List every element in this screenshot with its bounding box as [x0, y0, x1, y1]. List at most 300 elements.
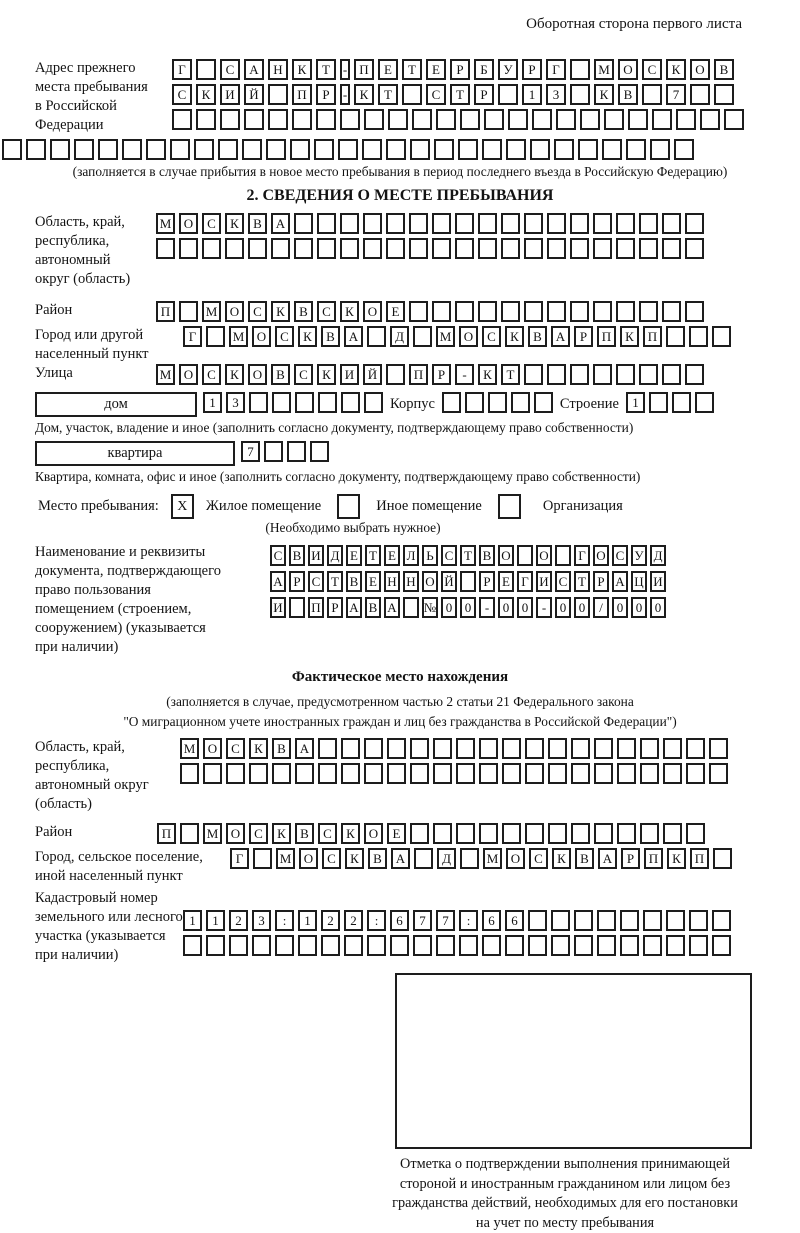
- char-cell[interactable]: [524, 301, 543, 322]
- char-cell[interactable]: С: [270, 545, 286, 566]
- char-cell[interactable]: [433, 763, 452, 784]
- char-cell[interactable]: [528, 910, 547, 931]
- char-cell[interactable]: [402, 84, 422, 105]
- char-cell[interactable]: Г: [183, 326, 202, 347]
- char-cell[interactable]: [570, 238, 589, 259]
- char-cell[interactable]: [662, 213, 681, 234]
- char-cell[interactable]: А: [244, 59, 264, 80]
- char-cell[interactable]: 1: [183, 910, 202, 931]
- char-cell[interactable]: [206, 326, 225, 347]
- char-cell[interactable]: М: [483, 848, 502, 869]
- char-cell[interactable]: [639, 364, 658, 385]
- char-cell[interactable]: О: [506, 848, 525, 869]
- char-cell[interactable]: Т: [402, 59, 422, 80]
- char-cell[interactable]: [432, 213, 451, 234]
- char-cell[interactable]: [570, 84, 590, 105]
- char-cell[interactable]: [626, 139, 646, 160]
- char-cell[interactable]: [321, 935, 340, 956]
- char-cell[interactable]: Н: [384, 571, 400, 592]
- char-cell[interactable]: М: [156, 364, 175, 385]
- char-cell[interactable]: [617, 738, 636, 759]
- char-cell[interactable]: [502, 738, 521, 759]
- char-cell[interactable]: [341, 738, 360, 759]
- char-cell[interactable]: Н: [268, 59, 288, 80]
- char-cell[interactable]: [649, 392, 668, 413]
- char-cell[interactable]: И: [220, 84, 240, 105]
- char-cell[interactable]: [594, 763, 613, 784]
- char-cell[interactable]: [532, 109, 552, 130]
- char-cell[interactable]: С: [308, 571, 324, 592]
- char-cell[interactable]: 0: [441, 597, 457, 618]
- char-cell[interactable]: А: [551, 326, 570, 347]
- char-cell[interactable]: [517, 545, 533, 566]
- char-cell[interactable]: [344, 935, 363, 956]
- char-cell[interactable]: С: [202, 213, 221, 234]
- char-cell[interactable]: [524, 213, 543, 234]
- char-cell[interactable]: О: [422, 571, 438, 592]
- char-cell[interactable]: [511, 392, 530, 413]
- char-cell[interactable]: 2: [344, 910, 363, 931]
- char-cell[interactable]: С: [555, 571, 571, 592]
- char-cell[interactable]: [479, 738, 498, 759]
- char-cell[interactable]: [287, 441, 306, 462]
- char-cell[interactable]: П: [156, 301, 175, 322]
- char-cell[interactable]: К: [354, 84, 374, 105]
- char-cell[interactable]: [662, 238, 681, 259]
- char-cell[interactable]: [271, 238, 290, 259]
- char-cell[interactable]: 0: [498, 597, 514, 618]
- char-cell[interactable]: [225, 238, 244, 259]
- char-cell[interactable]: [50, 139, 70, 160]
- char-cell[interactable]: Д: [390, 326, 409, 347]
- char-cell[interactable]: [414, 848, 433, 869]
- char-cell[interactable]: В: [365, 597, 381, 618]
- char-cell[interactable]: [242, 139, 262, 160]
- char-cell[interactable]: Т: [574, 571, 590, 592]
- char-cell[interactable]: [530, 139, 550, 160]
- char-cell[interactable]: [676, 109, 696, 130]
- char-cell[interactable]: У: [498, 59, 518, 80]
- char-cell[interactable]: [268, 109, 288, 130]
- char-cell[interactable]: [272, 763, 291, 784]
- char-cell[interactable]: [249, 763, 268, 784]
- char-cell[interactable]: В: [618, 84, 638, 105]
- char-cell[interactable]: С: [317, 301, 336, 322]
- char-cell[interactable]: [690, 84, 710, 105]
- char-cell[interactable]: [183, 935, 202, 956]
- char-cell[interactable]: [196, 59, 216, 80]
- char-cell[interactable]: П: [292, 84, 312, 105]
- char-cell[interactable]: С: [249, 823, 268, 844]
- char-cell[interactable]: 7: [241, 441, 260, 462]
- char-cell[interactable]: [272, 392, 291, 413]
- char-cell[interactable]: [571, 763, 590, 784]
- char-cell[interactable]: [505, 935, 524, 956]
- char-cell[interactable]: [413, 326, 432, 347]
- char-cell[interactable]: 3: [252, 910, 271, 931]
- char-cell[interactable]: И: [340, 364, 359, 385]
- char-cell[interactable]: [686, 823, 705, 844]
- char-cell[interactable]: 1: [206, 910, 225, 931]
- char-cell[interactable]: Т: [327, 571, 343, 592]
- char-cell[interactable]: [501, 238, 520, 259]
- char-cell[interactable]: Р: [289, 571, 305, 592]
- char-cell[interactable]: Д: [437, 848, 456, 869]
- char-cell[interactable]: [713, 848, 732, 869]
- char-cell[interactable]: 6: [482, 910, 501, 931]
- char-cell[interactable]: [616, 364, 635, 385]
- char-cell[interactable]: [525, 823, 544, 844]
- char-cell[interactable]: И: [536, 571, 552, 592]
- char-cell[interactable]: [528, 935, 547, 956]
- char-cell[interactable]: А: [391, 848, 410, 869]
- char-cell[interactable]: [266, 139, 286, 160]
- char-cell[interactable]: 2: [229, 910, 248, 931]
- char-cell[interactable]: [295, 392, 314, 413]
- char-cell[interactable]: [709, 738, 728, 759]
- char-cell[interactable]: Р: [450, 59, 470, 80]
- char-cell[interactable]: В: [295, 823, 314, 844]
- char-cell[interactable]: [663, 823, 682, 844]
- char-cell[interactable]: А: [598, 848, 617, 869]
- char-cell[interactable]: [712, 910, 731, 931]
- char-cell[interactable]: [498, 84, 518, 105]
- char-cell[interactable]: О: [536, 545, 552, 566]
- char-cell[interactable]: 3: [546, 84, 566, 105]
- char-cell[interactable]: С: [322, 848, 341, 869]
- char-cell[interactable]: [547, 301, 566, 322]
- char-cell[interactable]: [548, 763, 567, 784]
- char-cell[interactable]: Б: [474, 59, 494, 80]
- char-cell[interactable]: [436, 109, 456, 130]
- char-cell[interactable]: [548, 823, 567, 844]
- char-cell[interactable]: Р: [522, 59, 542, 80]
- char-cell[interactable]: О: [690, 59, 710, 80]
- char-cell[interactable]: В: [289, 545, 305, 566]
- char-cell[interactable]: М: [276, 848, 295, 869]
- char-cell[interactable]: :: [367, 910, 386, 931]
- char-cell[interactable]: С: [294, 364, 313, 385]
- char-cell[interactable]: М: [203, 823, 222, 844]
- char-cell[interactable]: [409, 213, 428, 234]
- char-cell[interactable]: [484, 109, 504, 130]
- char-cell[interactable]: [388, 109, 408, 130]
- char-cell[interactable]: О: [299, 848, 318, 869]
- char-cell[interactable]: [642, 84, 662, 105]
- char-cell[interactable]: [554, 139, 574, 160]
- char-cell[interactable]: [574, 910, 593, 931]
- char-cell[interactable]: 1: [203, 392, 222, 413]
- char-cell[interactable]: [156, 238, 175, 259]
- char-cell[interactable]: [318, 392, 337, 413]
- char-cell[interactable]: С: [642, 59, 662, 80]
- char-cell[interactable]: В: [346, 571, 362, 592]
- char-cell[interactable]: [639, 301, 658, 322]
- char-cell[interactable]: К: [345, 848, 364, 869]
- char-cell[interactable]: [229, 935, 248, 956]
- char-cell[interactable]: О: [618, 59, 638, 80]
- char-cell[interactable]: 0: [517, 597, 533, 618]
- char-cell[interactable]: Г: [517, 571, 533, 592]
- char-cell[interactable]: Е: [386, 301, 405, 322]
- char-cell[interactable]: К: [341, 823, 360, 844]
- char-cell[interactable]: [689, 935, 708, 956]
- char-cell[interactable]: [340, 238, 359, 259]
- char-cell[interactable]: [172, 109, 192, 130]
- char-cell[interactable]: [362, 139, 382, 160]
- char-cell[interactable]: :: [275, 910, 294, 931]
- char-cell[interactable]: [318, 738, 337, 759]
- char-cell[interactable]: [340, 213, 359, 234]
- char-cell[interactable]: [502, 763, 521, 784]
- char-cell[interactable]: [386, 238, 405, 259]
- char-cell[interactable]: Р: [474, 84, 494, 105]
- char-cell[interactable]: [310, 441, 329, 462]
- char-cell[interactable]: [700, 109, 720, 130]
- char-cell[interactable]: [74, 139, 94, 160]
- char-cell[interactable]: :: [459, 910, 478, 931]
- char-cell[interactable]: К: [225, 364, 244, 385]
- char-cell[interactable]: К: [340, 301, 359, 322]
- char-cell[interactable]: [594, 823, 613, 844]
- checkbox-other-premises[interactable]: [337, 494, 360, 519]
- char-cell[interactable]: 7: [666, 84, 686, 105]
- char-cell[interactable]: [412, 109, 432, 130]
- char-cell[interactable]: [620, 910, 639, 931]
- char-cell[interactable]: [712, 326, 731, 347]
- char-cell[interactable]: [170, 139, 190, 160]
- char-cell[interactable]: [317, 238, 336, 259]
- char-cell[interactable]: [663, 738, 682, 759]
- char-cell[interactable]: 0: [574, 597, 590, 618]
- char-cell[interactable]: [508, 109, 528, 130]
- char-cell[interactable]: [442, 392, 461, 413]
- char-cell[interactable]: [662, 364, 681, 385]
- char-cell[interactable]: В: [248, 213, 267, 234]
- char-cell[interactable]: 7: [413, 910, 432, 931]
- char-cell[interactable]: Е: [384, 545, 400, 566]
- char-cell[interactable]: [364, 763, 383, 784]
- char-cell[interactable]: [409, 301, 428, 322]
- char-cell[interactable]: О: [203, 738, 222, 759]
- char-cell[interactable]: [363, 213, 382, 234]
- char-cell[interactable]: О: [179, 364, 198, 385]
- char-cell[interactable]: Д: [327, 545, 343, 566]
- char-cell[interactable]: [617, 763, 636, 784]
- char-cell[interactable]: Р: [327, 597, 343, 618]
- char-cell[interactable]: [551, 910, 570, 931]
- char-cell[interactable]: [180, 823, 199, 844]
- char-cell[interactable]: Г: [574, 545, 590, 566]
- char-cell[interactable]: [574, 935, 593, 956]
- char-cell[interactable]: [548, 738, 567, 759]
- char-cell[interactable]: П: [308, 597, 324, 618]
- char-cell[interactable]: Й: [441, 571, 457, 592]
- char-cell[interactable]: 0: [650, 597, 666, 618]
- char-cell[interactable]: [387, 738, 406, 759]
- char-cell[interactable]: [478, 301, 497, 322]
- char-cell[interactable]: М: [156, 213, 175, 234]
- char-cell[interactable]: К: [666, 59, 686, 80]
- char-cell[interactable]: С: [202, 364, 221, 385]
- char-cell[interactable]: [386, 213, 405, 234]
- char-cell[interactable]: [482, 935, 501, 956]
- char-cell[interactable]: [456, 738, 475, 759]
- char-cell[interactable]: [318, 763, 337, 784]
- char-cell[interactable]: [724, 109, 744, 130]
- char-cell[interactable]: О: [179, 213, 198, 234]
- char-cell[interactable]: Е: [498, 571, 514, 592]
- char-cell[interactable]: [580, 109, 600, 130]
- char-cell[interactable]: [501, 301, 520, 322]
- char-cell[interactable]: [617, 823, 636, 844]
- char-cell[interactable]: В: [479, 545, 495, 566]
- char-cell[interactable]: 0: [460, 597, 476, 618]
- char-cell[interactable]: Р: [621, 848, 640, 869]
- char-cell[interactable]: К: [594, 84, 614, 105]
- char-cell[interactable]: [289, 597, 305, 618]
- char-cell[interactable]: [220, 109, 240, 130]
- char-cell[interactable]: К: [196, 84, 216, 105]
- char-cell[interactable]: [179, 301, 198, 322]
- char-cell[interactable]: Т: [378, 84, 398, 105]
- char-cell[interactable]: [524, 364, 543, 385]
- char-cell[interactable]: С: [220, 59, 240, 80]
- char-cell[interactable]: С: [529, 848, 548, 869]
- char-cell[interactable]: [386, 139, 406, 160]
- char-cell[interactable]: [465, 392, 484, 413]
- char-cell[interactable]: [194, 139, 214, 160]
- char-cell[interactable]: [578, 139, 598, 160]
- char-cell[interactable]: Г: [172, 59, 192, 80]
- char-cell[interactable]: К: [225, 213, 244, 234]
- char-cell[interactable]: [534, 392, 553, 413]
- char-cell[interactable]: [387, 763, 406, 784]
- char-cell[interactable]: [436, 935, 455, 956]
- char-cell[interactable]: [202, 238, 221, 259]
- char-cell[interactable]: 1: [298, 910, 317, 931]
- char-cell[interactable]: [409, 238, 428, 259]
- char-cell[interactable]: [672, 392, 691, 413]
- char-cell[interactable]: [410, 139, 430, 160]
- char-cell[interactable]: [275, 935, 294, 956]
- char-cell[interactable]: Т: [501, 364, 520, 385]
- char-cell[interactable]: В: [321, 326, 340, 347]
- char-cell[interactable]: [479, 763, 498, 784]
- char-cell[interactable]: [685, 301, 704, 322]
- char-cell[interactable]: [689, 326, 708, 347]
- char-cell[interactable]: Т: [450, 84, 470, 105]
- char-cell[interactable]: В: [575, 848, 594, 869]
- char-cell[interactable]: Е: [387, 823, 406, 844]
- char-cell[interactable]: Ц: [631, 571, 647, 592]
- char-cell[interactable]: [364, 109, 384, 130]
- char-cell[interactable]: [695, 392, 714, 413]
- char-cell[interactable]: Ь: [422, 545, 438, 566]
- char-cell[interactable]: [460, 571, 476, 592]
- char-cell[interactable]: 1: [522, 84, 542, 105]
- char-cell[interactable]: [180, 763, 199, 784]
- char-cell[interactable]: С: [318, 823, 337, 844]
- char-cell[interactable]: К: [298, 326, 317, 347]
- char-cell[interactable]: [640, 823, 659, 844]
- char-cell[interactable]: [458, 139, 478, 160]
- char-cell[interactable]: [639, 213, 658, 234]
- char-cell[interactable]: [456, 763, 475, 784]
- char-cell[interactable]: [555, 545, 571, 566]
- char-cell[interactable]: О: [459, 326, 478, 347]
- char-cell[interactable]: У: [631, 545, 647, 566]
- char-cell[interactable]: [604, 109, 624, 130]
- char-cell[interactable]: [547, 238, 566, 259]
- char-cell[interactable]: В: [272, 738, 291, 759]
- char-cell[interactable]: [455, 238, 474, 259]
- char-cell[interactable]: [206, 935, 225, 956]
- char-cell[interactable]: П: [597, 326, 616, 347]
- char-cell[interactable]: К: [292, 59, 312, 80]
- char-cell[interactable]: [478, 238, 497, 259]
- char-cell[interactable]: В: [714, 59, 734, 80]
- char-cell[interactable]: [26, 139, 46, 160]
- char-cell[interactable]: [290, 139, 310, 160]
- char-cell[interactable]: [264, 441, 283, 462]
- char-cell[interactable]: [551, 935, 570, 956]
- char-cell[interactable]: Р: [479, 571, 495, 592]
- char-cell[interactable]: [594, 738, 613, 759]
- char-cell[interactable]: В: [528, 326, 547, 347]
- char-cell[interactable]: К: [667, 848, 686, 869]
- char-cell[interactable]: [666, 935, 685, 956]
- char-cell[interactable]: [410, 738, 429, 759]
- char-cell[interactable]: К: [505, 326, 524, 347]
- char-cell[interactable]: [460, 848, 479, 869]
- char-cell[interactable]: [456, 823, 475, 844]
- char-cell[interactable]: [650, 139, 670, 160]
- char-cell[interactable]: [593, 213, 612, 234]
- char-cell[interactable]: [2, 139, 22, 160]
- char-cell[interactable]: 7: [436, 910, 455, 931]
- char-cell[interactable]: [341, 392, 360, 413]
- char-cell[interactable]: П: [157, 823, 176, 844]
- char-cell[interactable]: [571, 823, 590, 844]
- char-cell[interactable]: [502, 823, 521, 844]
- char-cell[interactable]: [686, 763, 705, 784]
- char-cell[interactable]: [390, 935, 409, 956]
- char-cell[interactable]: О: [363, 301, 382, 322]
- char-cell[interactable]: К: [249, 738, 268, 759]
- char-cell[interactable]: [525, 763, 544, 784]
- char-cell[interactable]: [643, 910, 662, 931]
- char-cell[interactable]: [292, 109, 312, 130]
- char-cell[interactable]: 2: [321, 910, 340, 931]
- char-cell[interactable]: С: [426, 84, 446, 105]
- char-cell[interactable]: [298, 935, 317, 956]
- char-cell[interactable]: О: [364, 823, 383, 844]
- char-cell[interactable]: [685, 213, 704, 234]
- char-cell[interactable]: [556, 109, 576, 130]
- char-cell[interactable]: Н: [403, 571, 419, 592]
- char-cell[interactable]: [570, 213, 589, 234]
- char-cell[interactable]: И: [308, 545, 324, 566]
- char-cell[interactable]: [689, 910, 708, 931]
- char-cell[interactable]: [570, 364, 589, 385]
- char-cell[interactable]: В: [271, 364, 290, 385]
- char-cell[interactable]: М: [594, 59, 614, 80]
- char-cell[interactable]: Е: [346, 545, 362, 566]
- char-cell[interactable]: 0: [612, 597, 628, 618]
- char-cell[interactable]: Д: [650, 545, 666, 566]
- char-cell[interactable]: [364, 392, 383, 413]
